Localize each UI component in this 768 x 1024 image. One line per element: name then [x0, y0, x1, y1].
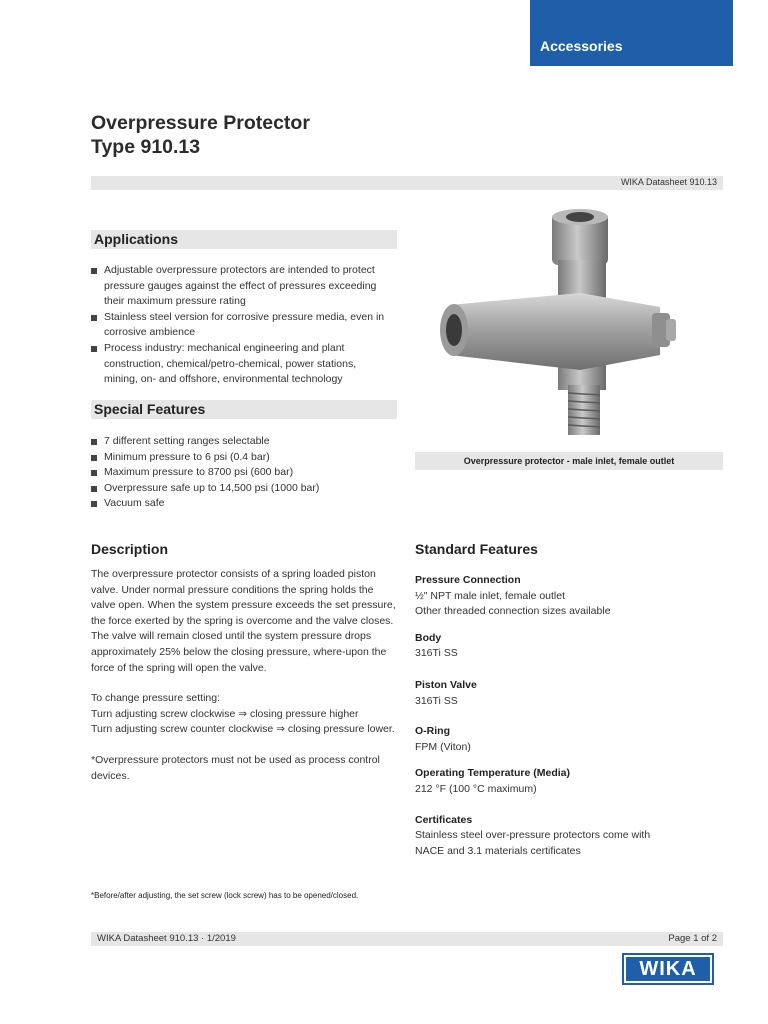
footer-right: Page 1 of 2	[668, 933, 717, 944]
feature-item	[415, 678, 723, 709]
list-item: 7 different setting ranges selectable	[91, 434, 391, 450]
description-paragraph-3: *Overpressure protectors must not be used as process control devices.	[91, 753, 380, 782]
applications-heading-bar	[91, 230, 397, 249]
feature-value: Stainless steel over-pressure protectors come with NACE and 3.1 materials certificates	[415, 829, 651, 857]
logo-text: WIKA	[626, 957, 710, 981]
feature-label: O-Ring	[415, 725, 450, 738]
feature-item	[415, 724, 723, 755]
title-line1: Overpressure Protector	[91, 112, 310, 134]
special-features-heading: Special Features	[94, 401, 206, 417]
feature-value: 316Ti SS	[415, 647, 458, 660]
feature-value: 212 °F (100 °C maximum)	[415, 782, 537, 795]
list-item: Vacuum safe	[91, 496, 391, 512]
applications-list	[91, 263, 391, 388]
footer-left: WIKA Datasheet 910.13 · 1/2019	[97, 933, 236, 944]
tab-label: Accessories	[540, 38, 623, 54]
list-item: Adjustable overpressure protectors are intended to protect pressure gauges against the effect of pressures exceeding their maximum pressure rating	[91, 263, 391, 310]
standard-features-heading: Standard Features	[415, 541, 538, 557]
datasheet-ref: WIKA Datasheet 910.13	[620, 177, 717, 187]
wika-logo	[622, 953, 714, 985]
list-item: Stainless steel version for corrosive pressure media, even in corrosive ambience	[91, 310, 391, 341]
feature-value: Other threaded connection sizes available	[415, 605, 611, 618]
list-item: Maximum pressure to 8700 psi (600 bar)	[91, 465, 391, 481]
description-line: To change pressure setting:	[91, 692, 220, 705]
feature-label: Body	[415, 631, 442, 644]
footer-bar	[91, 932, 723, 946]
feature-value: 316Ti SS	[415, 694, 458, 707]
description-body	[91, 567, 399, 784]
feature-item	[415, 573, 723, 620]
list-item: Overpressure safe up to 14,500 psi (1000 bar)	[91, 481, 391, 497]
feature-item	[415, 813, 723, 860]
applications-heading: Applications	[94, 231, 179, 247]
list-item: Minimum pressure to 6 psi (0.4 bar)	[91, 450, 391, 466]
special-features-list	[91, 434, 391, 512]
title-line2: Type 910.13	[91, 136, 201, 158]
feature-value: ½" NPT male inlet, female outlet	[415, 589, 566, 602]
header-tab	[530, 0, 733, 66]
feature-label: Operating Temperature (Media)	[415, 767, 570, 780]
image-caption: Overpressure protector - male inlet, female outlet	[415, 452, 723, 470]
feature-label: Piston Valve	[415, 678, 477, 691]
feature-value: FPM (Viton)	[415, 740, 471, 753]
page-title	[91, 111, 310, 159]
description-line: Turn adjusting screw counter clockwise ⇒ closing pressure lower.	[91, 723, 395, 736]
feature-label: Pressure Connection	[415, 574, 521, 586]
feature-item	[415, 766, 723, 797]
list-item: Process industry: mechanical engineering and plant construction, chemical/petro-chemical, power stations, mining, on- and offshore, environmental technology	[91, 341, 391, 388]
special-features-heading-bar	[91, 400, 397, 419]
datasheet-ref-bar	[91, 176, 723, 190]
description-line: Turn adjusting screw clockwise ⇒ closing pressure higher	[91, 707, 359, 720]
product-image	[440, 205, 690, 440]
feature-item	[415, 631, 723, 662]
standard-features-list	[415, 573, 723, 859]
feature-label: Certificates	[415, 813, 473, 826]
description-heading: Description	[91, 541, 169, 557]
footnote: *Before/after adjusting, the set screw (lock screw) has to be opened/closed.	[91, 891, 359, 900]
description-paragraph-1: The overpressure protector consists of a spring loaded piston valve. Under normal pressure conditions the spring holds the valve open. When the system pressure exceeds the set pressure, the force exerted by the spring is overcome and the valve closes. The valve will remain closed until the system pressure drops approximately 25% below the closing pressure, where-upon the force of the spring will open the valve.	[91, 568, 396, 674]
